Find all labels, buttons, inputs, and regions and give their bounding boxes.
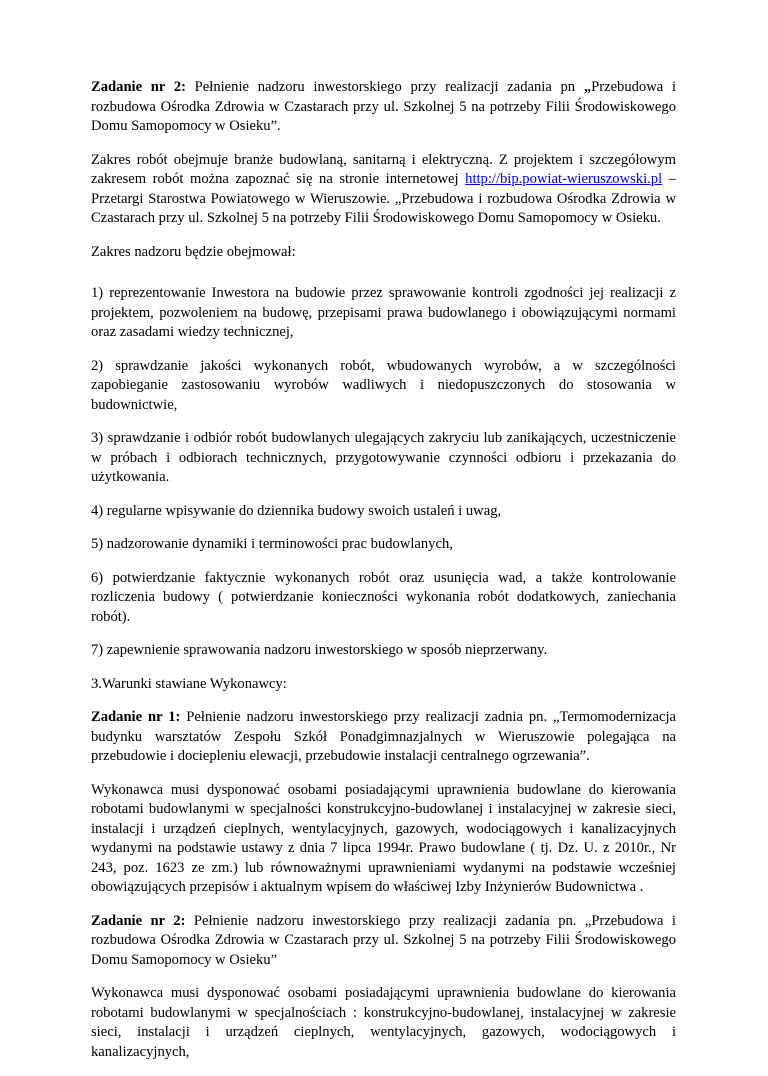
task-2-title: Przebudowa i rozbudowa Ośrodka Zdrowia w Czastarach przy ul. Szkolnej 5 na potrzeby Filii Środowiskowego Domu Samopomocy w Osieku”. xyxy=(91,79,676,134)
task-2-requirements: Wykonawca musi dysponować osobami posiadającymi uprawnienia budowlane do kierowania robotami budowlanymi w specjalnościach : konstrukcyjno-budowlanej, instalacyjnej w zakresie sieci, instalacji i urządzeń cieplnych, wentylacyjnych, gazowych, wodociągowych i kanalizacyjnych, xyxy=(91,985,676,1060)
list-item: 5) nadzorowanie dynamiki i terminowości prac budowlanych, xyxy=(91,536,453,552)
list-item: 2) sprawdzanie jakości wykonanych robót, wbudowanych wyrobów, a w szczególności zapobieganie zastosowaniu wyrobów wadliwych i niedopuszczonych do stosowania w budownictwie, xyxy=(91,357,676,413)
scope-text: Zakres robót obejmuje branże budowlaną, sanitarną i elektryczną. Z projektem i szczegółowym zakresem robót można zapoznać się na stronie internetowej xyxy=(91,151,676,187)
scope-paragraph xyxy=(91,151,676,229)
task-2-quote: „ xyxy=(583,79,592,95)
list-item: 1) reprezentowanie Inwestora na budowie przez sprawowanie kontroli zgodności jej realizacji z projektem, pozwoleniem na budowę, przepisami prawa budowlanego i obowiązującymi normami oraz zasadami wiedzy technicznej, xyxy=(91,285,676,340)
supervision-heading: Zakres nadzoru będzie obejmował: xyxy=(91,243,296,260)
task-1-label: Zadanie nr 1: xyxy=(91,709,181,725)
task-2-repeat-text: Pełnienie nadzoru inwestorskiego przy realizacji zadania pn. „Przebudowa i rozbudowa Ośrodka Zdrowia w Czastarach przy ul. Szkolnej 5 na potrzeby Filii Środowiskowego Domu Samopomocy w Osieku” xyxy=(91,912,676,968)
list-item: 3) sprawdzanie i odbiór robót budowlanych ulegających zakryciu lub zanikających, uczestniczenie w próbach i odbiorach technicznych, przygotowywanie czynności odbioru i przekazania do użytkowania. xyxy=(91,430,676,485)
list-item: 4) regularne wpisywanie do dziennika budowy swoich ustaleń i uwag, xyxy=(91,502,502,519)
document-page xyxy=(91,78,676,1076)
task-2-text: Pełnienie nadzoru inwestorskiego przy realizacji zadania pn xyxy=(185,79,584,95)
task-2-label: Zadanie nr 2: xyxy=(91,79,186,95)
task-1-paragraph xyxy=(91,708,676,767)
task-1-requirements: Wykonawca musi dysponować osobami posiadającymi uprawnienia budowlane do kierowania robotami budowlanymi w specjalności konstrukcyjno-budowlanej i instalacyjnej w zakresie sieci, instalacji i urządzeń cieplnych, wentylacyjnych, gazowych, wodociągowych i kanalizacyjnych wydanymi na podstawie ustawy z dnia 7 lipca 1994r. Prawo budowlane ( tj. Dz. U. z 2010r., Nr 243, poz. 1623 ze zm.) lub równoważnymi uprawnieniami wydanymi na podstawie wcześniej obowiązujących przepisów i aktualnym wpisem do właściwej Izby Inżynierów Budownictwa . xyxy=(91,781,676,895)
task-2-repeat-label: Zadanie nr 2: xyxy=(91,912,186,929)
task-2-paragraph xyxy=(91,78,676,137)
section-3-heading: 3.Warunki stawiane Wykonawcy: xyxy=(91,675,287,692)
list-item: 6) potwierdzanie faktycznie wykonanych robót oraz usunięcia wad, a także kontrolowanie rozliczenia budowy ( potwierdzanie konieczności wykonania robót dodatkowych, zaniechania robót). xyxy=(91,569,676,625)
list-item: 7) zapewnienie sprawowania nadzoru inwestorskiego w sposób nieprzerwany. xyxy=(91,642,548,658)
task-2-repeat-paragraph xyxy=(91,912,676,971)
bip-link[interactable]: http://bip.powiat-wieruszowski.pl xyxy=(465,171,663,187)
scope-text-after: – Przetargi Starostwa Powiatowego w Wieruszowie. „Przebudowa i rozbudowa Ośrodka Zdrowia w Czastarach przy ul. Szkolnej 5 na potrzeby Filii Środowiskowego Domu Samopomocy w Osieku. xyxy=(91,171,676,226)
task-1-text: Pełnienie nadzoru inwestorskiego przy realizacji zadnia pn. „Termomodernizacja budynku warsztatów Zespołu Szkół Ponadgimnazjalnych w Wieruszowie polegająca na przebudowie i dociepleniu elewacji, przebudowie instalacji centralnego ogrzewania”. xyxy=(91,709,676,764)
